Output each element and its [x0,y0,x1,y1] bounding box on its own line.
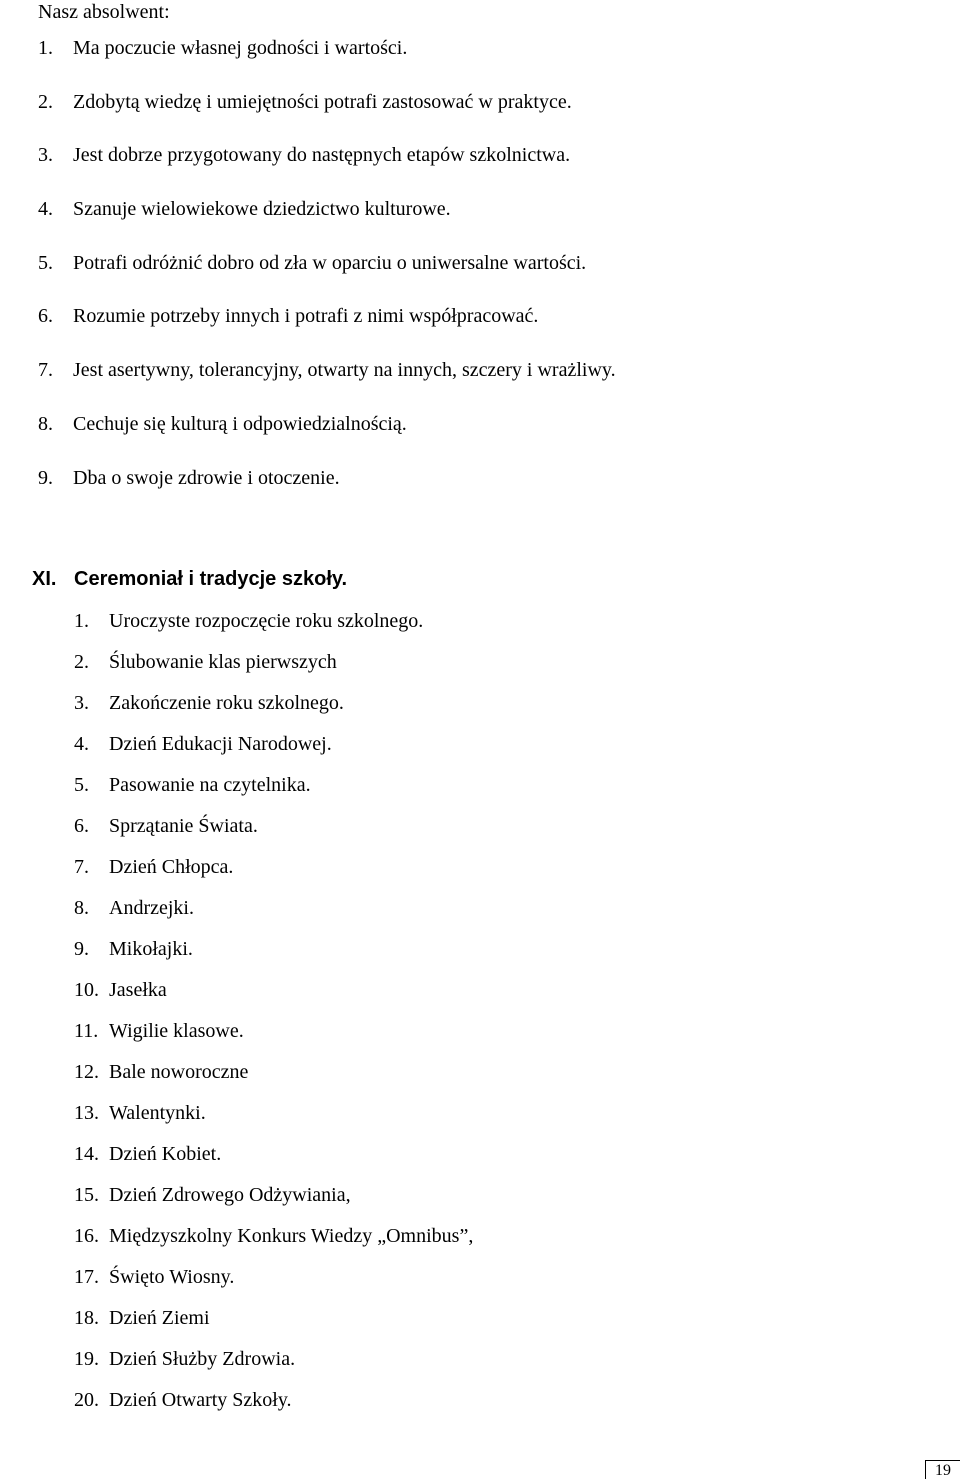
item-text: Sprzątanie Świata. [109,815,258,837]
item-number: 8. [74,897,89,919]
list-item [38,195,616,249]
list-item [74,1304,473,1345]
section-heading [32,566,347,592]
item-text: Andrzejki. [109,897,194,919]
list-item [38,141,616,195]
list-item [74,1140,473,1181]
list-item [74,1222,473,1263]
list-item [38,464,616,518]
item-number: 15. [74,1184,99,1206]
item-text: Wigilie klasowe. [109,1020,244,1042]
list-item [74,976,473,1017]
list-item [38,410,616,464]
item-number: 1. [38,37,53,59]
item-number: 3. [74,692,89,714]
item-text: Dba o swoje zdrowie i otoczenie. [73,466,340,489]
graduate-traits-list [38,34,616,517]
item-number: 9. [74,938,89,960]
item-text: Jest asertywny, tolerancyjny, otwarty na innych, szczery i wrażliwy. [73,359,616,382]
list-item [74,1017,473,1058]
item-number: 12. [74,1061,99,1083]
item-text: Zakończenie roku szkolnego. [109,692,344,714]
item-text: Dzień Edukacji Narodowej. [109,733,332,755]
item-text: Święto Wiosny. [109,1266,235,1288]
list-item [38,302,616,356]
list-item [74,812,473,853]
list-item [74,1058,473,1099]
item-text: Dzień Służby Zdrowia. [109,1348,296,1370]
item-number: 7. [74,856,89,878]
item-text: Rozumie potrzeby innych i potrafi z nimi współpracować. [73,305,539,328]
list-item [38,34,616,88]
item-number: 2. [38,90,53,113]
list-item [74,648,473,689]
list-item [74,689,473,730]
item-text: Szanuje wielowiekowe dziedzictwo kulturowe. [73,198,451,221]
list-item [38,356,616,410]
item-text: Ślubowanie klas pierwszych [109,651,337,673]
item-number: 20. [74,1389,99,1411]
list-item [74,1099,473,1140]
item-text: Jasełka [109,979,167,1001]
item-text: Międzyszkolny Konkurs Wiedzy „Omnibus”, [109,1225,474,1247]
item-number: 6. [38,305,53,328]
item-text: Dzień Chłopca. [109,856,234,878]
item-text: Uroczyste rozpoczęcie roku szkolnego. [109,610,424,632]
list-item [74,853,473,894]
page-number: 19 [925,1460,960,1479]
item-text: Cechuje się kulturą i odpowiedzialnością. [73,412,407,435]
list-item [74,1386,473,1427]
item-number: 2. [74,651,89,673]
section-number: XI. [32,568,57,590]
item-number: 5. [38,251,53,274]
list-item [38,249,616,303]
item-number: 9. [38,466,53,489]
list-item [38,88,616,142]
section-title: Ceremoniał i tradycje szkoły. [74,568,348,590]
item-number: 17. [74,1266,99,1288]
intro-text: Nasz absolwent: [38,1,170,23]
item-text: Ma poczucie własnej godności i wartości. [73,37,408,59]
item-number: 4. [38,198,53,221]
list-item [74,1345,473,1386]
item-text: Potrafi odróżnić dobro od zła w oparciu o uniwersalne wartości. [73,251,587,274]
item-number: 19. [74,1348,99,1370]
traditions-list [74,607,473,1427]
item-text: Bale noworoczne [109,1061,249,1083]
item-text: Dzień Kobiet. [109,1143,222,1165]
item-text: Mikołajki. [109,938,193,960]
item-text: Walentynki. [109,1102,206,1124]
item-number: 4. [74,733,89,755]
item-number: 8. [38,412,53,435]
item-text: Dzień Zdrowego Odżywiania, [109,1184,351,1206]
list-item [74,730,473,771]
list-item [74,894,473,935]
item-number: 14. [74,1143,99,1165]
item-number: 6. [74,815,89,837]
item-number: 16. [74,1225,99,1247]
list-item [74,1181,473,1222]
item-text: Dzień Ziemi [109,1307,210,1329]
list-item [74,607,473,648]
item-number: 13. [74,1102,99,1124]
item-number: 18. [74,1307,99,1329]
item-number: 7. [38,359,53,382]
item-text: Dzień Otwarty Szkoły. [109,1389,292,1411]
list-item [74,771,473,812]
item-text: Jest dobrze przygotowany do następnych etapów szkolnictwa. [73,144,571,167]
item-text: Zdobytą wiedzę i umiejętności potrafi zastosować w praktyce. [73,90,572,113]
list-item [74,935,473,976]
item-text: Pasowanie na czytelnika. [109,774,311,796]
item-number: 5. [74,774,89,796]
item-number: 3. [38,144,53,167]
item-number: 10. [74,979,99,1001]
item-number: 1. [74,610,89,632]
item-number: 11. [74,1020,99,1042]
list-item [74,1263,473,1304]
